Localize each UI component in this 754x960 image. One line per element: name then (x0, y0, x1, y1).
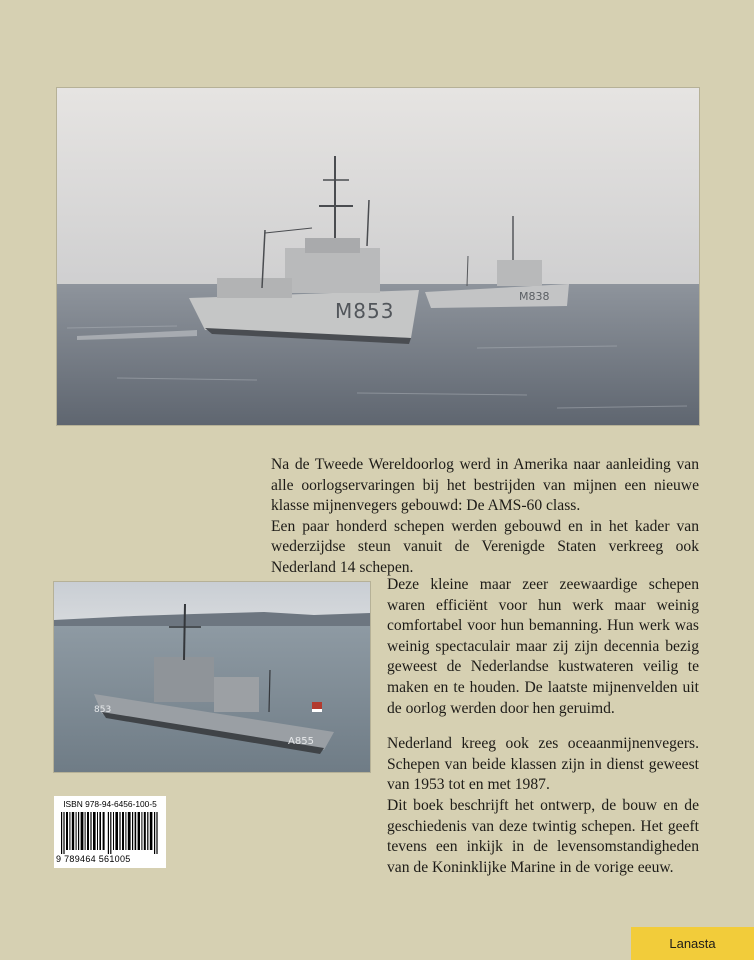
publisher-logo-label: Lanasta (631, 927, 754, 960)
isbn-barcode (54, 796, 166, 868)
svg-text:M853: M853 (335, 299, 395, 323)
svg-text:853: 853 (94, 705, 112, 715)
main-paragraph-2: Nederland kreeg ook zes oceaanmijnenvegers. Schepen van beide klassen zijn in dienst geweest van 1953 tot en met 1987. (387, 735, 699, 794)
svg-text:M838: M838 (519, 290, 550, 303)
intro-paragraph-1: Na de Tweede Wereldoorlog werd in Amerika naar aanleiding van alle oorlogservaringen bij het bestrijden van mijnen een nieuwe klasse mijnenvegers gebouwd: De AMS-60 class. (271, 456, 699, 515)
main-paragraph-1: Deze kleine maar zeer zeewaardige schepen waren efficiënt voor hun werk maar weinig comfortabel voor hun bemanning. Hun werk was weinig spectaculair maar zij zijn decennia bezig geweest de Nederlandse kustwateren veilig te maken en te houden. De laatste mijnenvelden uit de oorlog werden door hen geruimd. (387, 576, 699, 717)
barcode-bars (59, 812, 161, 854)
paragraph-spacer (387, 719, 699, 734)
barcode-digits: 9 789464 561005 (56, 854, 131, 864)
intro-paragraph-2: Een paar honderd schepen werden gebouwd en in het kader van wederzijdse steun vanuit de Verenigde Staten verkreeg ook Nederland 14 schepen. (271, 517, 699, 576)
ship-photo-bottom (54, 582, 370, 772)
svg-text:A855: A855 (288, 736, 314, 747)
isbn-label: ISBN 978-94-6456-100-5 (63, 799, 157, 809)
intro-text-block (271, 455, 699, 579)
main-paragraph-3: Dit boek beschrijft het ontwerp, de bouw en de geschiedenis van deze twintig schepen. Het geeft tevens een inkijk in de levensomstandigheden van de Koninklijke Marine in de vorige eeuw. (387, 796, 699, 876)
photo-minesweeper-coast (54, 582, 370, 772)
photo-minesweepers-at-sea (57, 88, 699, 425)
main-text-block (387, 575, 699, 878)
ship-photo-top (57, 88, 699, 425)
